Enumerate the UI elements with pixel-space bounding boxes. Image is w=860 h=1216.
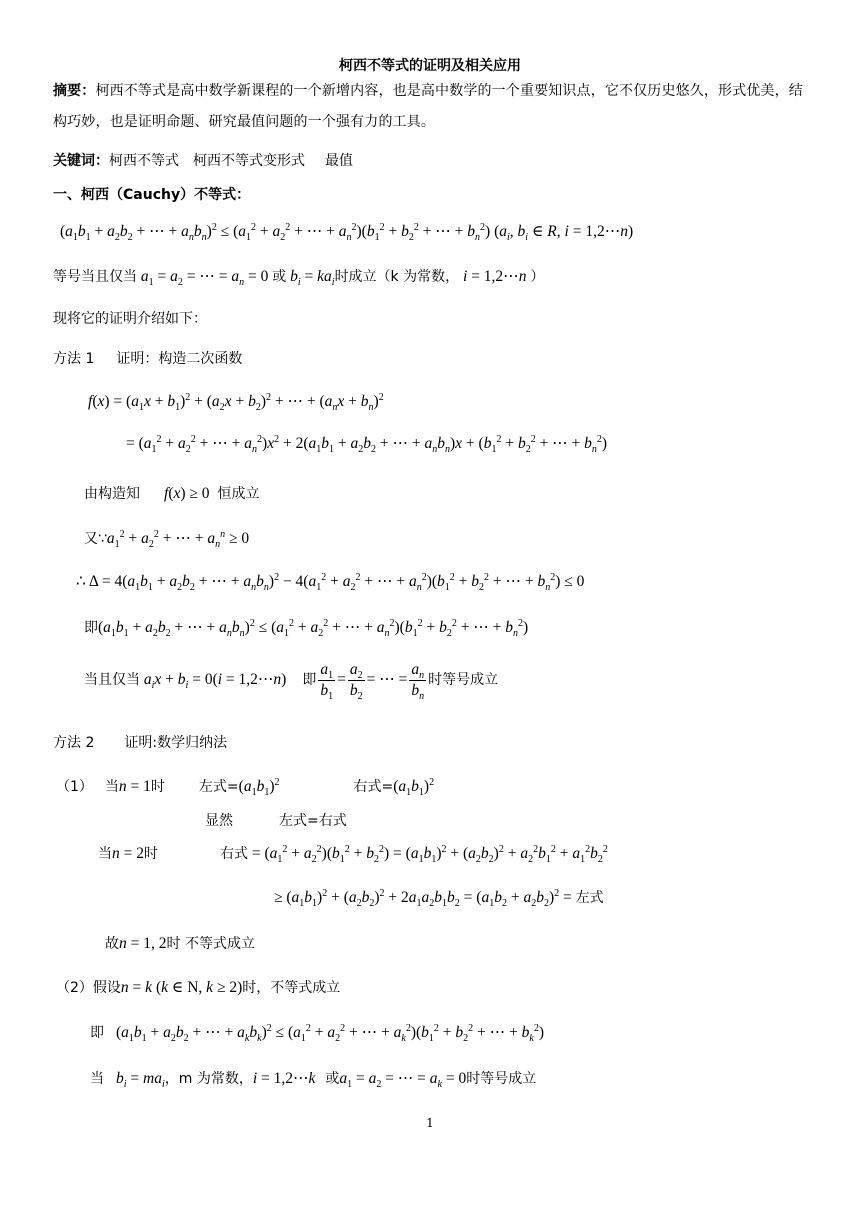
abstract-paragraph	[53, 76, 809, 138]
inductive-equality-condition: 当 $b_i = ma_i$，m 为常数，i = 1,2⋯k 或$a_1 = a_2$ = ⋯ = $a_k = 0$时等号成立	[90, 1070, 537, 1091]
base-case-n2-derivation: ≥ $(a_1b_1)^2 + (a_2b_2)^2 + 2a_1a_2b_1b_2 = (a_1b_2 + a_2b_2)^2$ = 左式	[274, 887, 604, 910]
method1-heading: 方法 1 证明：构造二次函数	[53, 351, 243, 367]
base-case-n1: （1） 当n = 1时 左式$=(a_1b_1)^2$ 右式$=(a_1b_1)^2$	[56, 776, 435, 799]
abstract-text: 柯西不等式是高中数学新课程的一个新增内容，也是高中数学的一个重要知识点，它不仅历史悠久，形式优美，结构巧妙，也是证明命题、研究最值问题的一个强有力的工具。	[53, 83, 803, 130]
document-title: 柯西不等式的证明及相关应用	[339, 58, 521, 74]
base-case-n1-result: 显然 左式=右式	[205, 813, 347, 829]
base-case-n2: 当n = 2时 右式 = $(a_1^2 + a_2^2)(b_1^2 + b_2^2) = (a_1b_1)^2 + (a_2b_2)^2 + a_2^2b_1^2 + a_1^2b_2^2$	[98, 843, 608, 866]
method2-heading: 方法 2 证明:数学归纳法	[53, 735, 228, 751]
quadratic-function-def: $f(x) = (a_1x + b_1)^2 + (a_2x + b_2)^2$ + ⋯ + $(a_nx + b_n)^2$	[88, 391, 384, 414]
keyword-item: 柯西不等式	[109, 153, 179, 169]
keyword-item: 最值	[325, 153, 353, 169]
leading-coefficient-note: 又$\because a_1^2 + a_2^2$ + ⋯ + $a_n^n \ge 0$	[84, 528, 250, 551]
keywords-line	[53, 150, 353, 170]
proof-intro: 现将它的证明介绍如下：	[53, 311, 207, 327]
page-number: 1	[426, 1116, 434, 1130]
base-case-conclusion: 故n = 1, 2时 不等式成立	[105, 935, 255, 952]
keywords-label: 关键词：	[53, 153, 109, 169]
equality-condition-line: 等号当且仅当 $a_1 = a_2$ = ⋯ = $a_n = 0$ 或 $b_i = ka_i$时成立（k 为常数， i = 1,2⋯n ）	[53, 268, 545, 289]
section1-heading: 一、柯西（Cauchy）不等式：	[53, 187, 251, 203]
inductive-hypothesis: （2）假设n = k (k ∈ N, k ≥ 2)时，不等式成立	[56, 979, 341, 996]
discriminant-inequality: ∴ $\Delta = 4(a_1b_1 + a_2b_2$ + ⋯ + $a_nb_n)^2 - 4(a_1^2 + a_2^2$ + ⋯ + $a_n^2)(b_1^2 + b_2^2$ + ⋯ + $b_n^2) \le 0$	[76, 571, 585, 594]
inductive-hypothesis-formula: 即 ($a_1b_1 + a_2b_2$ + ⋯ + $a_kb_k)^2 \le (a_1^2 + a_2^2$ + ⋯ + $a_k^2)(b_1^2 + b_2^2$ + ⋯ + $b_k^2$)	[90, 1022, 545, 1045]
method1-equality-condition: 当且仅当 $a_ix + b_i = 0(i$ = 1,2⋯n) 即 $\frac{a_1}{b_1}$ = $\frac{a_2}{b_2}$ = ⋯ = $\frac{a_n}{b_n}$ 时等号成立	[84, 661, 499, 703]
keyword-item: 柯西不等式变形式	[193, 153, 305, 169]
method1-conclusion: 即($a_1b_1 + a_2b_2$ + ⋯ + $a_nb_n)^2 \le (a_1^2 + a_2^2$ + ⋯ + $a_n^2)(b_1^2 + b_2^2$ + ⋯ + $b_n^2$)	[84, 617, 529, 640]
cauchy-inequality-formula: ($a_1b_1 + a_2b_2$ + ⋯ + $a_nb_n)^2 \le (a_1^2 + a_2^2$ + ⋯ + $a_n^2)(b_1^2 + b_2^2$ + ⋯ + $b_n^2$) ($a_i$, $b_i$ ∈ R, i = 1,2⋯n)	[60, 221, 634, 244]
quadratic-function-expanded: = ($a_1^2 + a_2^2$ + ⋯ + $a_n^2)x^2 + 2(a_1b_1 + a_2b_2$ + ⋯ + $a_nb_n)x + (b_1^2 + b_2^2$ + ⋯ + $b_n^2$)	[126, 433, 608, 456]
abstract-label: 摘要：	[53, 83, 96, 99]
construction-note: 由构造知 f(x) ≥ 0 恒成立	[84, 485, 260, 502]
